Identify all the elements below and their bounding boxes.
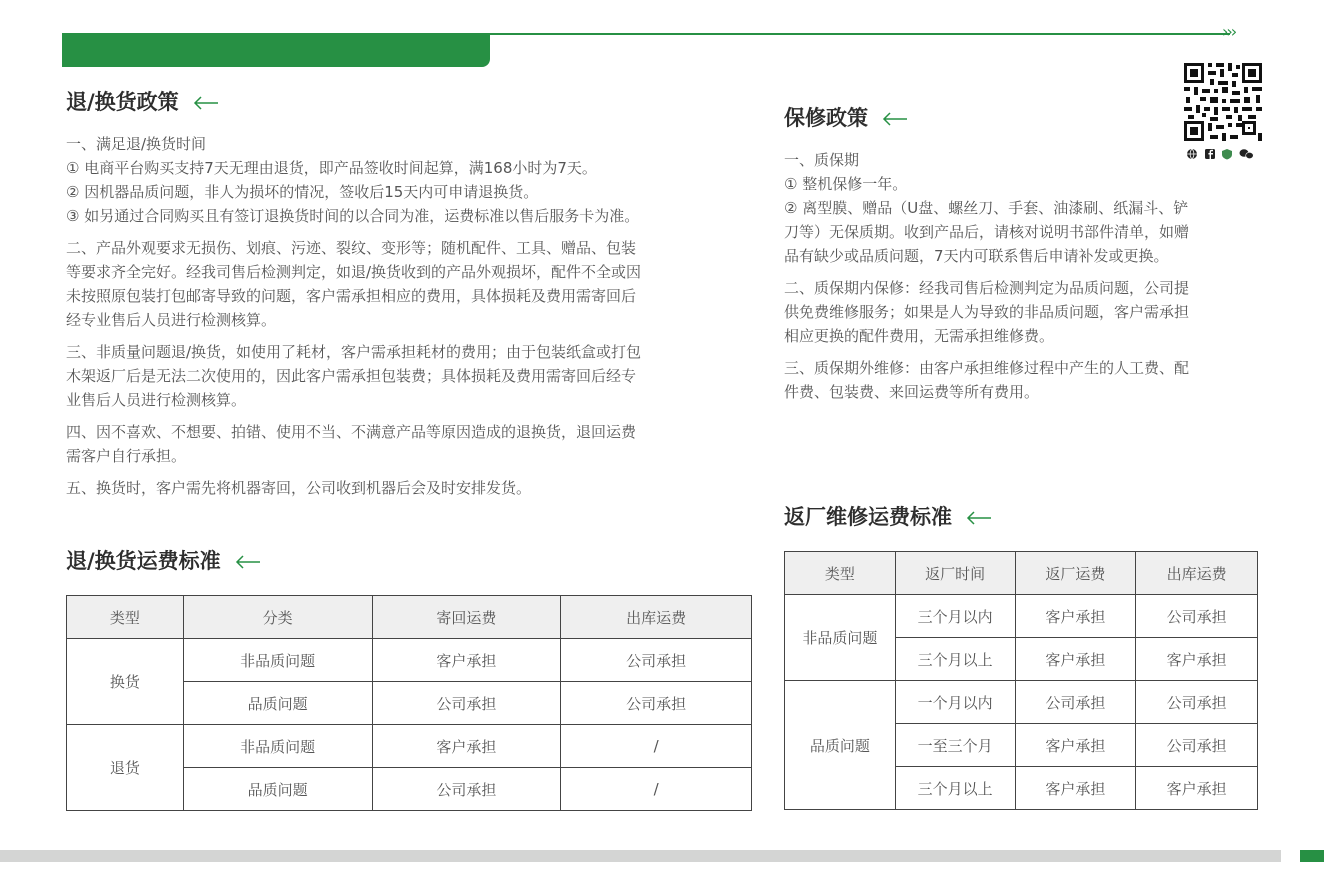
- table-header-cell: 出库运费: [561, 596, 752, 639]
- table-cell: 三个月以内: [895, 595, 1015, 638]
- table-row: [785, 595, 1258, 638]
- warranty-section-3: 三、质保期外维修：由客户承担维修过程中产生的人工费、配 件费、包装费、来回运费等所有费用。: [784, 359, 1190, 401]
- table-cell: 公司承担: [561, 682, 752, 725]
- table-cell: 公司承担: [372, 768, 561, 811]
- return-section-5: 五、换货时，客户需先将机器寄回，公司收到机器后会及时安排发货。: [66, 479, 532, 497]
- table-cell: 公司承担: [1136, 595, 1258, 638]
- table-header-cell: 类型: [785, 552, 896, 595]
- return-section-1: 一、满足退/换货时间 ① 电商平台购买支持7天无理由退货，即产品签收时间起算，满168小时为7天。 ② 因机器品质问题，非人为损坏的情况，签收后15天内可申请退换货。 ③ 如另通过合同购买且有签订退换货时间的以合同为准，运费标准以售后服务卡为准。: [66, 135, 640, 225]
- return-shipping-title: 退/换货运费标准: [66, 547, 261, 576]
- table-cell: 客户承担: [372, 639, 561, 682]
- table-group-cell: 换货: [67, 639, 184, 725]
- table-cell: 一个月以内: [895, 681, 1015, 724]
- header-green-tab: [62, 33, 490, 67]
- table-header-cell: 出库运费: [1136, 552, 1258, 595]
- table-cell: 公司承担: [1015, 681, 1136, 724]
- footer-accent: [1300, 850, 1324, 862]
- qr-code-icon: [1182, 61, 1264, 143]
- return-policy-title: 退/换货政策: [66, 88, 219, 117]
- warranty-section-1: 一、质保期 ① 整机保修一年。 ② 离型膜、赠品（U盘、螺丝刀、手套、油漆刷、纸漏斗、铲 刀等）无保质期。收到产品后，请核对说明书部件清单，如赠 品有缺少或品质问题，7天内可联系售后申请补发或更换。: [784, 151, 1190, 265]
- table-header-row: [67, 596, 752, 639]
- table-cell: 三个月以上: [895, 638, 1015, 681]
- table-header-cell: 寄回运费: [372, 596, 561, 639]
- table-row: [785, 681, 1258, 724]
- table-header-cell: 返厂运费: [1015, 552, 1136, 595]
- table-header-cell: 返厂时间: [895, 552, 1015, 595]
- table-cell: 非品质问题: [183, 639, 372, 682]
- table-cell: 公司承担: [561, 639, 752, 682]
- table-group-cell: 非品质问题: [785, 595, 896, 681]
- table-row: [67, 725, 752, 768]
- return-section-4: 四、因不喜欢、不想要、拍错、使用不当、不满意产品等原因造成的退换货，退回运费 需客户自行承担。: [66, 423, 637, 465]
- arrow-left-icon: [882, 105, 908, 133]
- return-policy-body: [66, 132, 752, 508]
- table-cell: 客户承担: [1136, 638, 1258, 681]
- table-cell: 客户承担: [1015, 724, 1136, 767]
- table-header-cell: 类型: [67, 596, 184, 639]
- table-cell: /: [561, 725, 752, 768]
- warranty-policy-body: [784, 148, 1258, 412]
- warranty-policy-title: 保修政策: [784, 104, 908, 133]
- table-cell: /: [561, 768, 752, 811]
- footer-bar: [0, 850, 1281, 862]
- table-cell: 公司承担: [372, 682, 561, 725]
- table-cell: 客户承担: [372, 725, 561, 768]
- table-cell: 品质问题: [183, 682, 372, 725]
- table-cell: 客户承担: [1136, 767, 1258, 810]
- repair-shipping-table: [784, 551, 1258, 810]
- table-cell: 三个月以上: [895, 767, 1015, 810]
- return-shipping-table: [66, 595, 752, 811]
- arrow-left-icon: [235, 548, 261, 576]
- table-row: [67, 639, 752, 682]
- header-rule: [490, 33, 1230, 35]
- return-section-2: 二、产品外观要求无损伤、划痕、污迹、裂纹、变形等；随机配件、工具、赠品、包装 等要求齐全完好。经我司售后检测判定，如退/换货收到的产品外观损坏，配件不全或因 未按照原包装打包邮寄导致的问题，客户需承担相应的费用，具体损耗及费用需寄回后 经专业售后人员进行检测核算。: [66, 239, 642, 329]
- return-section-3: 三、非质量问题退/换货，如使用了耗材，客户需承担耗材的费用；由于包装纸盒或打包 木架返厂后是无法二次使用的，因此客户需承担包装费；具体损耗及费用需寄回后经专 业售后人员进行检测核算。: [66, 343, 642, 409]
- table-cell: 客户承担: [1015, 638, 1136, 681]
- arrow-left-icon: [193, 89, 219, 117]
- header-chevrons-icon: ›››: [1222, 22, 1236, 41]
- repair-shipping-title: 返厂维修运费标准: [784, 503, 992, 532]
- table-header-row: [785, 552, 1258, 595]
- table-header-cell: 分类: [183, 596, 372, 639]
- table-group-cell: 品质问题: [785, 681, 896, 810]
- table-cell: 一至三个月: [895, 724, 1015, 767]
- table-cell: 品质问题: [183, 768, 372, 811]
- table-cell: 公司承担: [1136, 681, 1258, 724]
- table-cell: 客户承担: [1015, 595, 1136, 638]
- table-cell: 客户承担: [1015, 767, 1136, 810]
- table-group-cell: 退货: [67, 725, 184, 811]
- arrow-left-icon: [966, 504, 992, 532]
- table-cell: 公司承担: [1136, 724, 1258, 767]
- warranty-section-2: 二、质保期内保修：经我司售后检测判定为品质问题，公司提 供免费维修服务；如果是人为导致的非品质问题，客户需承担 相应更换的配件费用，无需承担维修费。: [784, 279, 1190, 345]
- table-cell: 非品质问题: [183, 725, 372, 768]
